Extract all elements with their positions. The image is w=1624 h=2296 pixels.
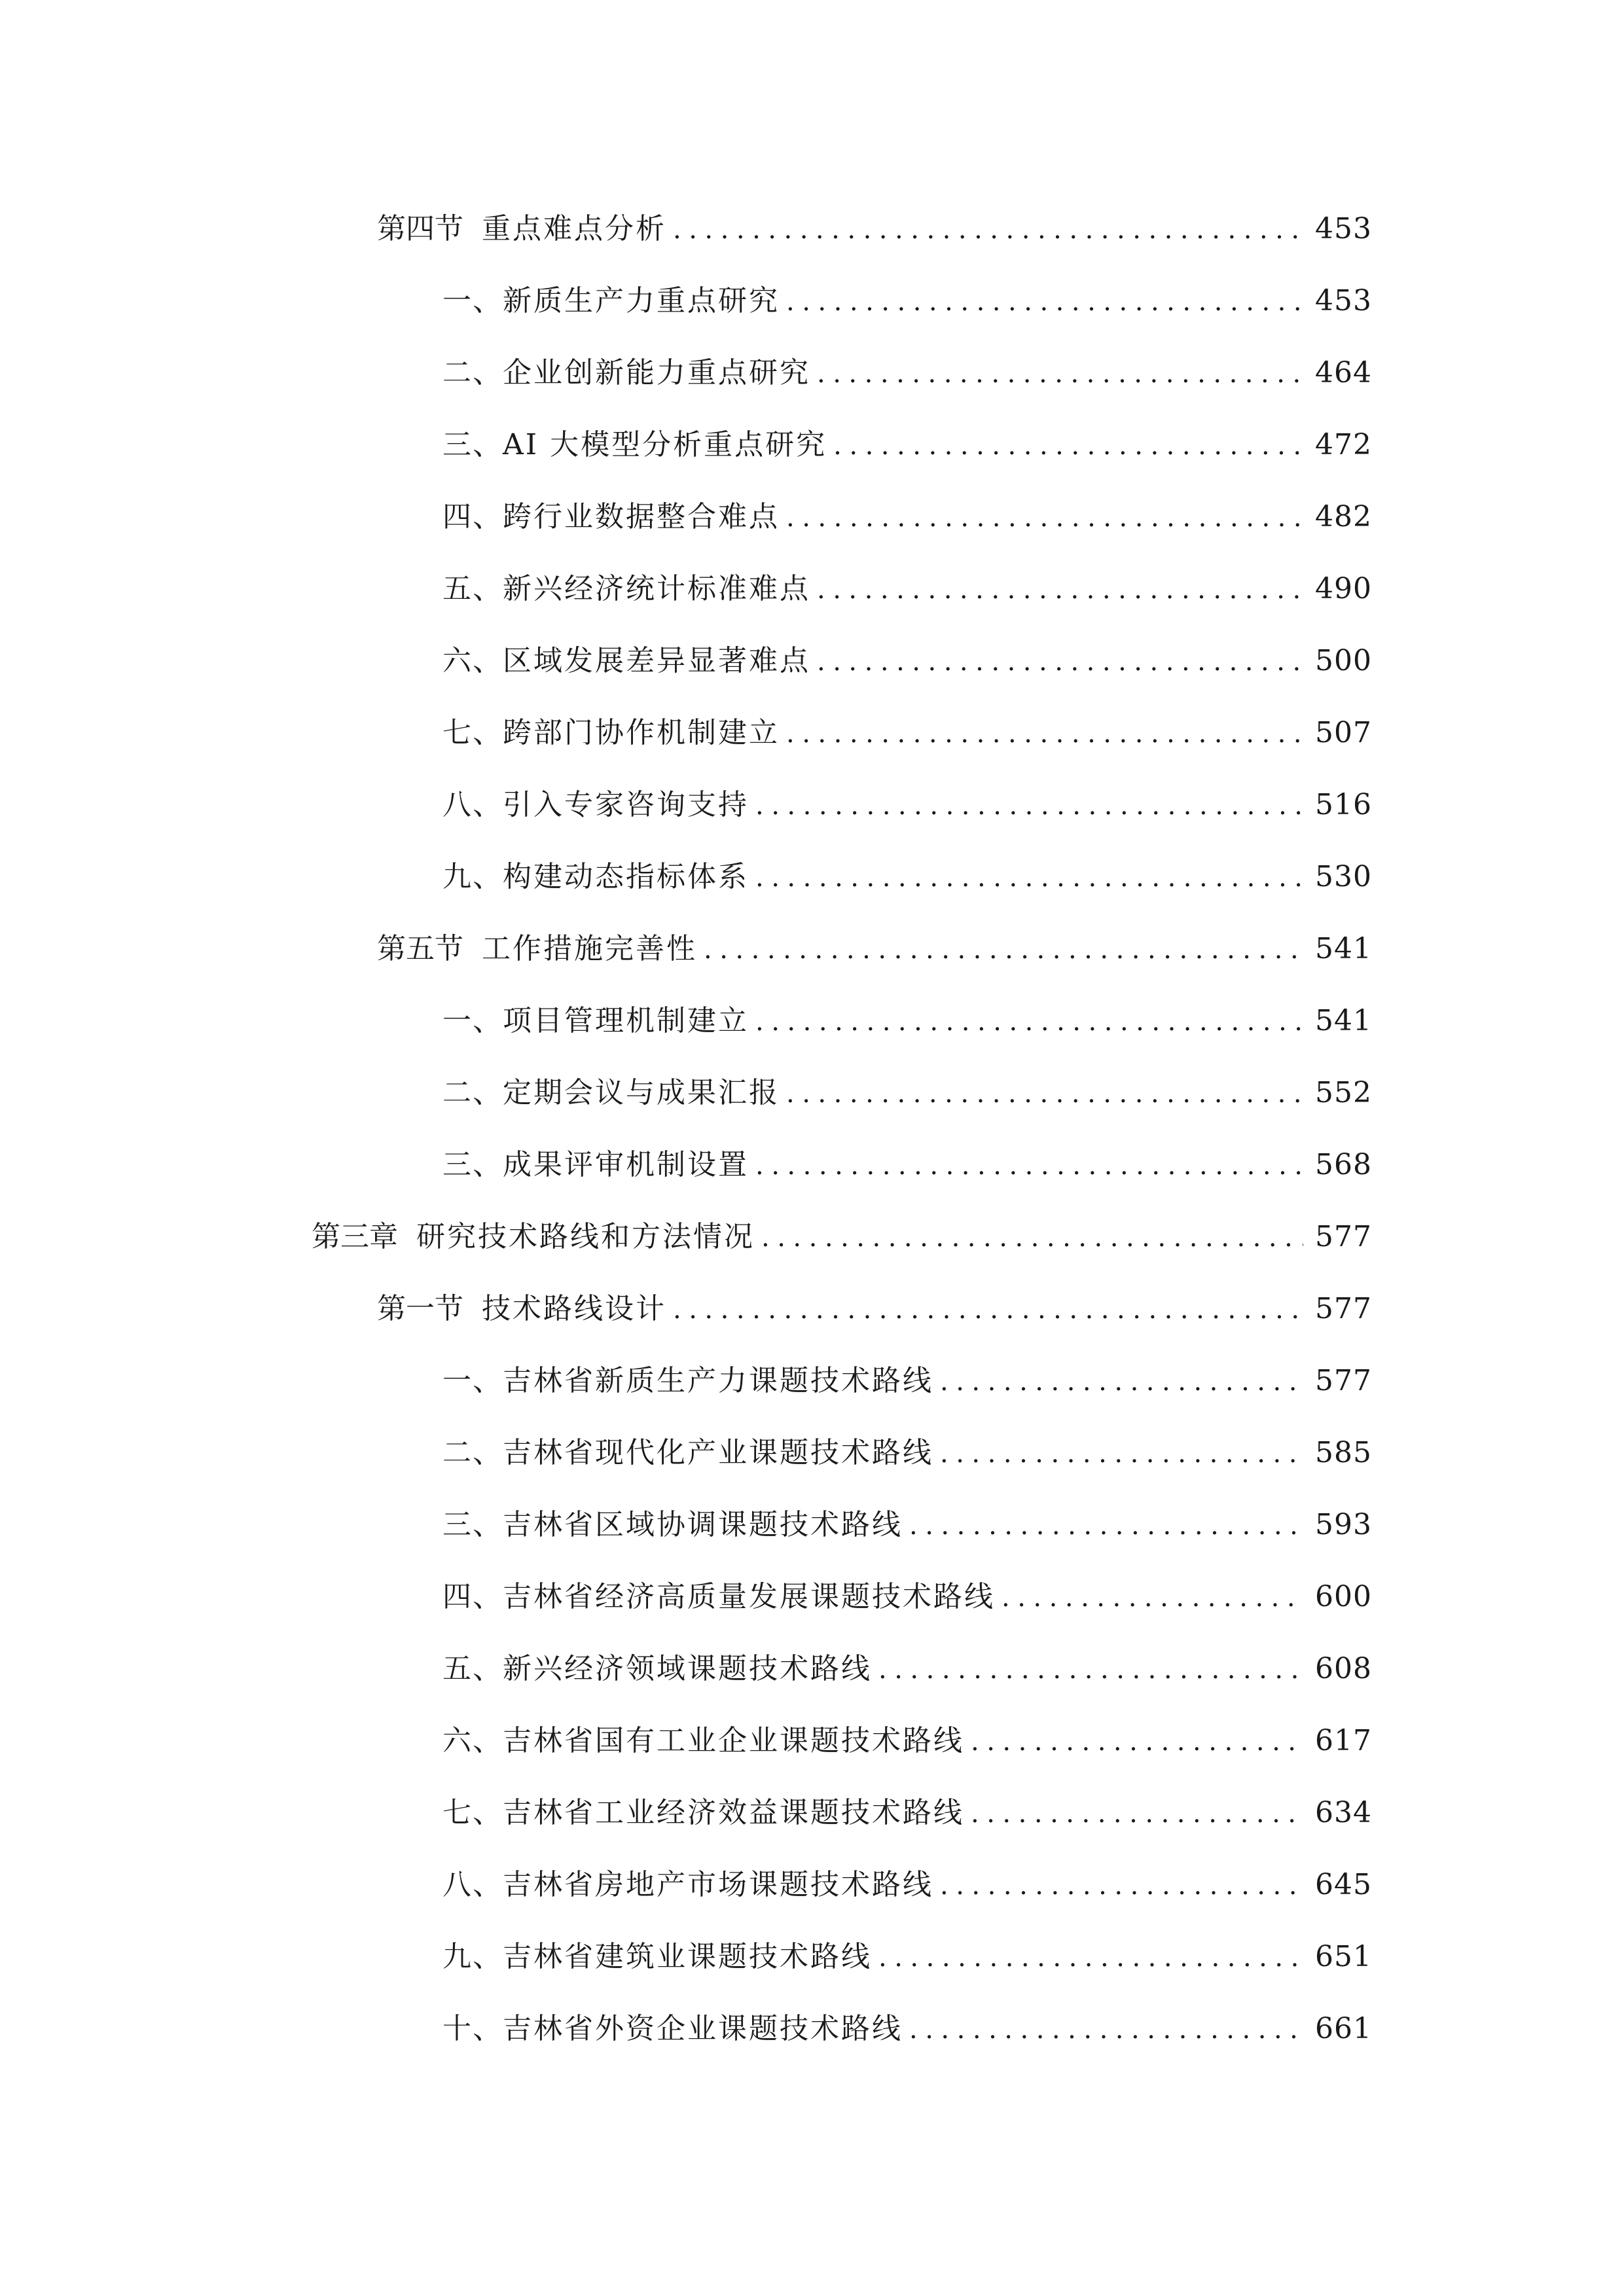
toc-entry-title: 成果评审机制设置	[503, 1148, 749, 1181]
dot-leader	[909, 2007, 1303, 2053]
dot-leader	[940, 1359, 1303, 1405]
toc-entry-title: 项目管理机制建立	[503, 1004, 749, 1037]
toc-entry-page: 600	[1315, 1580, 1372, 1613]
toc-entry[interactable]	[0, 1718, 1624, 1764]
toc-entry-title: 企业创新能力重点研究	[503, 356, 810, 389]
toc-entry-number: 五、	[442, 1652, 503, 1685]
toc-entry-title: 新兴经济领域课题技术路线	[503, 1652, 872, 1685]
toc-entry[interactable]	[0, 1862, 1624, 1908]
toc-entry[interactable]	[0, 1358, 1624, 1404]
toc-entry-page: 507	[1315, 716, 1372, 749]
toc-entry-number: 六、	[442, 1724, 503, 1757]
toc-entry-number: 二、	[442, 1076, 503, 1109]
toc-entry-title: 吉林省国有工业企业课题技术路线	[503, 1724, 964, 1757]
toc-entry-page: 661	[1315, 2012, 1372, 2045]
toc-entry-number: 八、	[442, 788, 503, 821]
toc-entry-number: 一、	[442, 1364, 503, 1397]
toc-entry-page: 585	[1315, 1436, 1372, 1469]
toc-entry-number: 四、	[442, 1580, 503, 1613]
toc-entry[interactable]	[0, 638, 1624, 684]
toc-entry-number: 七、	[442, 716, 503, 749]
toc-entry-page: 530	[1315, 860, 1372, 893]
toc-entry-page: 651	[1315, 1940, 1372, 1973]
toc-entry-page: 577	[1315, 1364, 1372, 1397]
dot-leader	[971, 1719, 1303, 1765]
toc-entry[interactable]	[0, 1214, 1624, 1260]
toc-entry[interactable]	[0, 1142, 1624, 1188]
toc-entry-number: 第四节	[377, 212, 463, 245]
toc-entry-title: AI 大模型分析重点研究	[503, 428, 827, 461]
dot-leader	[971, 1791, 1303, 1837]
toc-entry[interactable]	[0, 926, 1624, 972]
toc-entry-page: 577	[1315, 1292, 1372, 1325]
toc-entry[interactable]	[0, 998, 1624, 1044]
toc-entry-title: 构建动态指标体系	[503, 860, 749, 893]
dot-leader	[673, 1287, 1303, 1333]
dot-leader	[817, 351, 1303, 397]
dot-leader	[755, 999, 1303, 1045]
toc-entry-number: 四、	[442, 500, 503, 533]
toc-entry-number: 一、	[442, 1004, 503, 1037]
toc-entry-page: 593	[1315, 1508, 1372, 1541]
toc-entry-page: 568	[1315, 1148, 1372, 1181]
dot-leader	[704, 927, 1303, 973]
toc-entry-page: 645	[1315, 1868, 1372, 1901]
toc-entry[interactable]	[0, 1502, 1624, 1548]
toc-entry-number: 五、	[442, 572, 503, 605]
toc-entry[interactable]	[0, 1430, 1624, 1476]
toc-entry[interactable]	[0, 854, 1624, 900]
toc-entry-number: 八、	[442, 1868, 503, 1901]
dot-leader	[761, 1215, 1303, 1261]
toc-entry-number: 九、	[442, 860, 503, 893]
toc-entry-number: 七、	[442, 1796, 503, 1829]
toc-entry[interactable]	[0, 206, 1624, 252]
toc-entry-title: 吉林省现代化产业课题技术路线	[503, 1436, 933, 1469]
toc-entry[interactable]	[0, 350, 1624, 396]
toc-entry-title: 吉林省工业经济效益课题技术路线	[503, 1796, 964, 1829]
toc-entry[interactable]	[0, 1070, 1624, 1116]
toc-entry-page: 634	[1315, 1796, 1372, 1829]
toc-entry-page: 617	[1315, 1724, 1372, 1757]
dot-leader	[755, 783, 1303, 829]
dot-leader	[878, 1647, 1303, 1693]
toc-entry[interactable]	[0, 2006, 1624, 2052]
toc-entry-number: 第三章	[312, 1220, 398, 1253]
toc-entry-title: 吉林省新质生产力课题技术路线	[503, 1364, 933, 1397]
toc-entry-title: 跨行业数据整合难点	[503, 500, 780, 533]
toc-entry-page: 490	[1315, 572, 1372, 605]
toc-entry-title: 吉林省房地产市场课题技术路线	[503, 1868, 933, 1901]
dot-leader	[755, 1143, 1303, 1189]
toc-entry[interactable]	[0, 782, 1624, 828]
toc-entry-number: 九、	[442, 1940, 503, 1973]
toc-entry-number: 十、	[442, 2012, 503, 2045]
toc-entry-page: 453	[1315, 284, 1372, 317]
toc-entry-number: 一、	[442, 284, 503, 317]
dot-leader	[673, 207, 1303, 253]
toc-entry[interactable]	[0, 566, 1624, 612]
toc-entry-title: 研究技术路线和方法情况	[416, 1220, 755, 1253]
toc-entry-number: 三、	[442, 1148, 503, 1181]
toc-entry[interactable]	[0, 1646, 1624, 1692]
dot-leader	[786, 495, 1303, 541]
toc-entry-page: 472	[1315, 428, 1372, 461]
dot-leader	[817, 567, 1303, 613]
dot-leader	[755, 855, 1303, 901]
toc-entry-title: 工作措施完善性	[482, 932, 697, 965]
dot-leader	[817, 639, 1303, 685]
dot-leader	[909, 1503, 1303, 1549]
toc-entry-title: 引入专家咨询支持	[503, 788, 749, 821]
toc-entry-page: 608	[1315, 1652, 1372, 1685]
toc-entry-page: 464	[1315, 356, 1372, 389]
toc-entry-title: 重点难点分析	[482, 212, 666, 245]
toc-entry-page: 516	[1315, 788, 1372, 821]
toc-entry-title: 新质生产力重点研究	[503, 284, 780, 317]
dot-leader	[940, 1863, 1303, 1909]
dot-leader	[786, 279, 1303, 325]
dot-leader	[833, 423, 1303, 469]
toc-entry[interactable]	[0, 1934, 1624, 1980]
toc-entry-title: 吉林省建筑业课题技术路线	[503, 1940, 872, 1973]
toc-entry-title: 区域发展差异显著难点	[503, 644, 810, 677]
toc-entry[interactable]	[0, 710, 1624, 756]
toc-entry-page: 482	[1315, 500, 1372, 533]
toc-entry-page: 552	[1315, 1076, 1372, 1109]
toc-entry-number: 第五节	[377, 932, 463, 965]
dot-leader	[786, 1071, 1303, 1117]
toc-entry-number: 第一节	[377, 1292, 463, 1325]
toc-entry-number: 三、	[442, 428, 503, 461]
toc-entry-page: 541	[1315, 932, 1372, 965]
toc-entry[interactable]	[0, 278, 1624, 324]
toc-entry-number: 二、	[442, 356, 503, 389]
toc-entry-page: 500	[1315, 644, 1372, 677]
dot-leader	[786, 711, 1303, 757]
dot-leader	[878, 1935, 1303, 1981]
toc-entry[interactable]	[0, 1574, 1624, 1620]
toc-entry-page: 541	[1315, 1004, 1372, 1037]
toc-entry-title: 跨部门协作机制建立	[503, 716, 780, 749]
toc-entry-title: 吉林省经济高质量发展课题技术路线	[503, 1580, 995, 1613]
toc-entry[interactable]	[0, 494, 1624, 540]
toc-entry-number: 二、	[442, 1436, 503, 1469]
toc-entry[interactable]	[0, 422, 1624, 468]
dot-leader	[1001, 1575, 1303, 1621]
toc-entry-title: 吉林省区域协调课题技术路线	[503, 1508, 903, 1541]
toc-entry[interactable]	[0, 1286, 1624, 1332]
toc-entry-title: 技术路线设计	[482, 1292, 666, 1325]
toc-entry-page: 577	[1315, 1220, 1372, 1253]
toc-entry-title: 吉林省外资企业课题技术路线	[503, 2012, 903, 2045]
toc-entry-number: 三、	[442, 1508, 503, 1541]
dot-leader	[940, 1431, 1303, 1477]
toc-entry-page: 453	[1315, 212, 1372, 245]
toc-entry-title: 定期会议与成果汇报	[503, 1076, 780, 1109]
toc-entry-number: 六、	[442, 644, 503, 677]
toc-entry[interactable]	[0, 1790, 1624, 1836]
toc-entry-title: 新兴经济统计标准难点	[503, 572, 810, 605]
